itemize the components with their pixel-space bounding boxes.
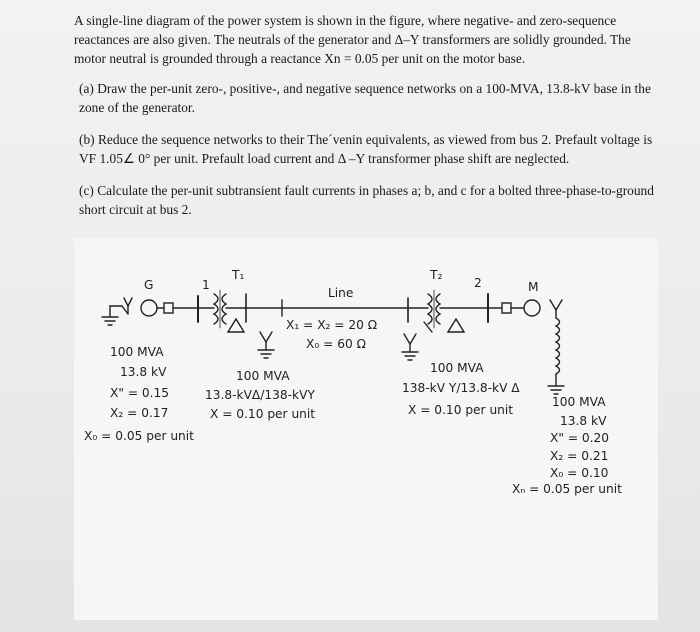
generator-circle (141, 300, 157, 316)
problem-part-c: (c) Calculate the per-unit subtransient fault currents in phases a; b, and c for a bolted three-phase-to-ground short circuit at bus 2. (79, 183, 654, 217)
t2-secondary-coil (436, 294, 440, 324)
motor-breaker (502, 303, 511, 313)
line-x0: X₀ = 60 Ω (306, 337, 366, 351)
problem-part-b: (b) Reduce the sequence networks to their The´venin equivalents, as viewed from bus 2. Prefault voltage is VF 1.05∠ 0° per unit. Prefault load current and Δ –Y transformer phase shift are neglected. (79, 132, 653, 166)
motor-x0: X₀ = 0.10 (550, 466, 609, 480)
motor-kv: 13.8 kV (560, 414, 607, 428)
gen-wye-bottom (122, 306, 128, 314)
gen-kv: 13.8 kV (120, 365, 167, 379)
gen-xd: X" = 0.15 (110, 386, 170, 400)
t1-kv: 13.8-kVΔ/138-kVY (205, 388, 315, 402)
motor-label: M (528, 280, 539, 294)
problem-intro: A single-line diagram of the power system is shown in the figure, where negative- and zero-sequence reactances are also given. The neutrals of the generator and Δ–Y transformers are solidly grounded. The motor neutral is grounded through a reactance Xn = 0.05 per unit on the motor base. (74, 13, 631, 66)
t2-x: X = 0.10 per unit (408, 403, 514, 417)
t1-primary-coil (214, 294, 218, 324)
motor-xn: Xₙ = 0.05 per unit (512, 482, 622, 496)
motor-mva: 100 MVA (552, 395, 606, 409)
motor-neutral-reactance (556, 318, 560, 374)
gen-mva: 100 MVA (110, 345, 164, 359)
t1-delta-symbol (228, 319, 244, 332)
bus-1-label: 1 (202, 278, 210, 292)
t1-secondary-coil (222, 294, 226, 324)
t2-label: T₂ (430, 268, 443, 282)
gen-x0: X₀ = 0.05 per unit (84, 429, 194, 443)
t1-label: T₁ (232, 268, 245, 282)
motor-circle (524, 300, 540, 316)
line-label: Line (328, 286, 354, 300)
generator-label: G (144, 278, 154, 292)
t2-primary-coil (428, 294, 432, 324)
motor-xd: X" = 0.20 (550, 431, 610, 445)
line-x12: X₁ = X₂ = 20 Ω (286, 318, 378, 332)
motor-x2: X₂ = 0.21 (550, 449, 609, 463)
bus-2-label: 2 (474, 276, 482, 290)
single-line-diagram (74, 238, 658, 620)
t2-delta-symbol (448, 319, 464, 332)
t1-x: X = 0.10 per unit (210, 407, 316, 421)
gen-wye-left (124, 298, 128, 306)
gen-wye-right (128, 298, 132, 306)
t2-kv: 138-kV Y/13.8-kV Δ (402, 381, 520, 395)
t1-mva: 100 MVA (236, 369, 290, 383)
gen-breaker (164, 303, 173, 313)
t2-mva: 100 MVA (430, 361, 484, 375)
problem-part-a: (a) Draw the per-unit zero-, positive-, and negative sequence networks on a 100-MVA, 13.8-kV base in the zone of the generator. (79, 81, 651, 115)
gen-x2: X₂ = 0.17 (110, 406, 169, 420)
